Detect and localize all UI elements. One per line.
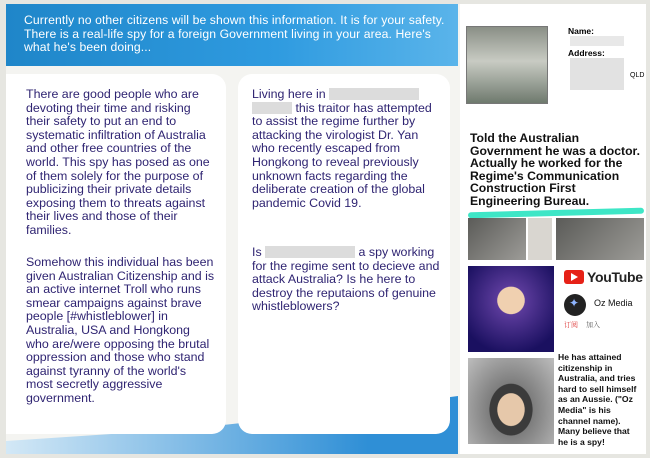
mid-p2-body: a spy working for the regime sent to decieve and attack Australia? Is he here to destroy the reputaions of genuine whistleblowers?	[252, 245, 440, 314]
name-label: Name:	[568, 26, 594, 36]
left-panel	[6, 74, 226, 434]
banner-text: Currently no other citizens will be shown this information. It is for your safety. There is a real-life spy for a foreign Government living in your area. Here's what he's been doing...	[24, 13, 445, 54]
state-label: QLD	[630, 72, 645, 79]
highlighter-stroke	[468, 208, 644, 219]
flyer-sheet	[6, 4, 646, 454]
mid-paragraph-1	[252, 88, 442, 210]
youtube-logo	[564, 269, 643, 285]
subscribe-label: 订阅	[564, 322, 578, 329]
redaction-box	[265, 246, 355, 258]
strip-photo	[468, 218, 526, 260]
citizenship-text: He has attained citizenship in Australia, and tries hard to sell himself as an Aussie. ("Oz Media" is his channel name). Many believe that he is a spy!	[558, 352, 637, 447]
join-label: 加入	[585, 322, 600, 329]
left-paragraph-1: There are good people who are devoting their time and risking their safety to put an end to systematic infiltration of Australia and other free countries of the world. This spy has posed as one of them solely for the purpose of publicizing their private details exposing them to threats against their lives and those of their families.	[26, 87, 210, 237]
address-label: Address:	[568, 48, 605, 58]
mid-paragraph-2	[252, 246, 442, 314]
strip-photo	[528, 218, 552, 260]
portrait-photo-top	[466, 26, 548, 104]
doctor-claim-text: Told the Australian Government he was a doctor. Actually he worked for the Regime's Communication Construction First Engineering Bureau.	[470, 131, 640, 208]
strip-photo	[556, 218, 644, 260]
photo-strip	[468, 218, 644, 260]
redaction-box	[252, 102, 292, 114]
channel-name: Oz Media	[594, 298, 633, 308]
left-paragraph-2: Somehow this individual has been given Australian Citizenship and is an active internet Troll who runs smear campaigns against brave people [#whistleblower] in Australia, USA and Hongkong who are/were opposing the brutal oppression and those who stand against tyranny of the world's most secretly aggressive government.	[26, 255, 215, 405]
portrait-photo-hat	[468, 358, 554, 444]
top-banner	[6, 4, 458, 66]
channel-avatar-icon	[564, 294, 586, 316]
mid-p1-lead: Living here in	[252, 87, 326, 101]
mid-p1-body: this traitor has attempted to assist the regime further by attacking the virologist Dr. Yan who recently escaped from Hongkong to reveal previously unknown facts regarding the deliberate creation of the global pandemic Covid 19.	[252, 100, 432, 210]
mid-p2-lead: Is	[252, 245, 262, 259]
youtube-wordmark: YouTube	[587, 269, 643, 285]
subscribe-row	[564, 320, 600, 330]
right-column	[460, 4, 646, 454]
middle-panel	[238, 74, 450, 434]
redaction-box	[570, 58, 624, 90]
redaction-box	[329, 88, 419, 100]
youtube-play-icon	[564, 270, 584, 284]
portrait-photo-middle	[468, 266, 554, 352]
redaction-box	[570, 36, 624, 46]
